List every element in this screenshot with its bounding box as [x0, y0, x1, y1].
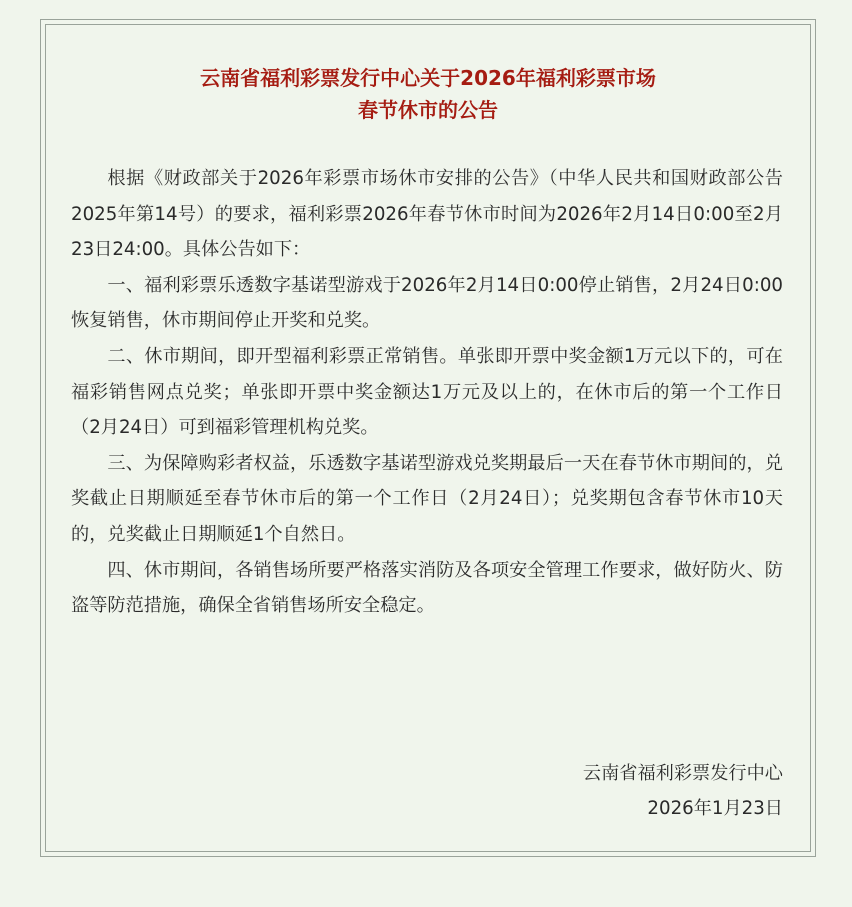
notice-title-line-1: 云南省福利彩票发行中心关于2026年福利彩票市场: [200, 66, 656, 90]
paragraph-item-4: 四、休市期间，各销售场所要严格落实消防及各项安全管理工作要求，做好防火、防盗等防范措施，确保全省销售场所安全稳定。: [71, 559, 783, 617]
paragraph-item-1: 一、福利彩票乐透数字基诺型游戏于2026年2月14日0:00停止销售，2月24日0:00恢复销售，休市期间停止开奖和兑奖。: [71, 274, 783, 332]
notice-body: [71, 161, 783, 624]
paragraph-item-2: 二、休市期间，即开型福利彩票正常销售。单张即开票中奖金额1万元以下的，可在福彩销售网点兑奖；单张即开票中奖金额达1万元及以上的，在休市后的第一个工作日（2月24日）可到福彩管理机构兑奖。: [71, 345, 783, 439]
paragraph-item-3: 三、为保障购彩者权益，乐透数字基诺型游戏兑奖期最后一天在春节休市期间的，兑奖截止日期顺延至春节休市后的第一个工作日（2月24日）；兑奖期包含春节休市10天的，兑奖截止日期顺延1个自然日。: [71, 452, 783, 545]
notice-title-line-2: 春节休市的公告: [358, 98, 498, 122]
signature-block: [583, 756, 783, 826]
paragraph-intro: 根据《财政部关于2026年彩票市场休市安排的公告》（中华人民共和国财政部公告2025年第14号）的要求，福利彩票2026年春节休市时间为2026年2月14日0:00至2月23日24:00。具体公告如下：: [71, 168, 783, 261]
notice-frame: [40, 19, 816, 857]
signature-date: 2026年1月23日: [647, 798, 783, 819]
signature-organization: 云南省福利彩票发行中心: [582, 763, 783, 784]
notice-title: [41, 62, 815, 126]
